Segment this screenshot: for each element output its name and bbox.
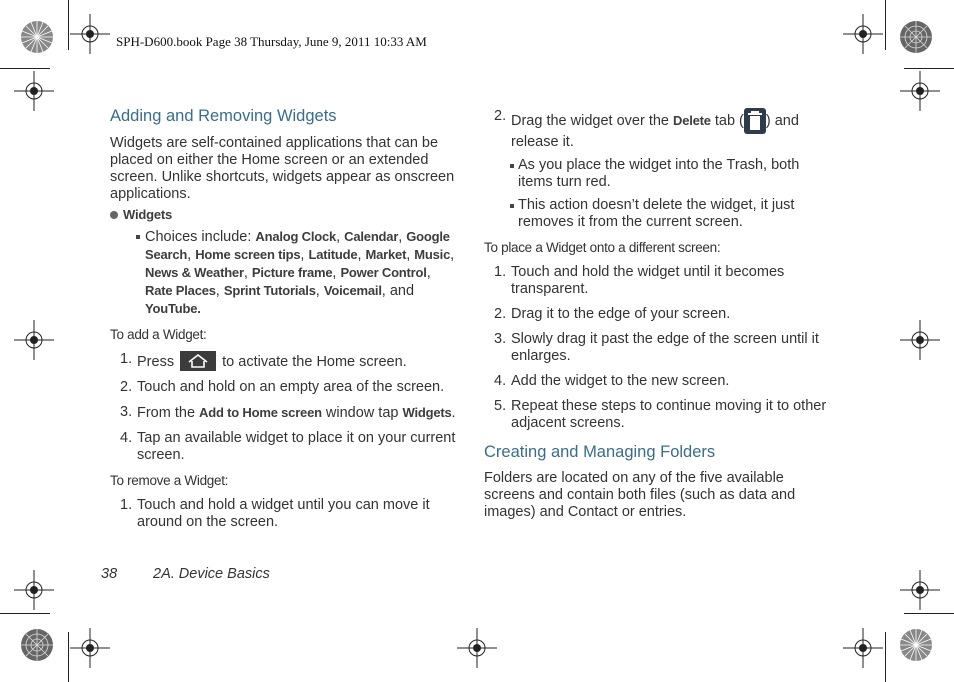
section-heading: Adding and Removing Widgets <box>110 107 337 125</box>
left-column <box>110 106 460 531</box>
registration-mark <box>843 14 883 54</box>
separator: , <box>357 247 366 263</box>
registration-mark <box>900 570 940 610</box>
step-bold-text: Add to Home screen <box>199 405 322 420</box>
separator: , <box>187 247 196 263</box>
choice: Google Search <box>145 229 450 262</box>
choices-item <box>110 228 460 318</box>
square-bullet-icon <box>510 164 514 168</box>
registration-mark <box>457 628 497 668</box>
step-text: Touch and hold a widget until you can move it around on the screen. <box>137 497 430 530</box>
starburst-mark <box>899 628 933 662</box>
step-item <box>110 430 460 464</box>
choice: Rate Places <box>145 283 216 298</box>
registration-mark <box>900 71 940 111</box>
step-text: Add the widget to the new screen. <box>511 373 730 389</box>
step-number: 1. <box>494 264 507 280</box>
step-item <box>110 379 460 396</box>
section-heading: Creating and Managing Folders <box>484 443 716 461</box>
step-number: 5. <box>494 398 507 414</box>
bullet-label: Widgets <box>123 207 173 222</box>
choice: Music <box>414 247 451 262</box>
choice: YouTube <box>145 301 198 316</box>
choice: Analog Clock <box>255 229 337 244</box>
step-number: 2. <box>494 108 507 124</box>
crop-mark <box>885 632 886 682</box>
step-item <box>484 331 836 365</box>
step-item <box>110 351 460 371</box>
step-text: Slowly drag it past the edge of the screen until it enlarges. <box>511 331 819 364</box>
crop-mark <box>904 68 954 69</box>
step-number: 4. <box>120 430 133 446</box>
choice: Picture frame <box>251 265 333 280</box>
step-text: to activate the Home screen. <box>222 354 407 370</box>
registration-mark <box>70 14 110 54</box>
crop-mark <box>68 0 69 50</box>
trash-icon <box>744 108 766 134</box>
subhead-add-widget: To add a Widget: <box>110 327 207 342</box>
step-text: ) and release it. <box>511 113 799 150</box>
step-text: window tap <box>321 405 403 421</box>
choice: Voicemail <box>323 283 382 298</box>
crop-mark <box>904 613 954 614</box>
step-text: Repeat these steps to continue moving it to other adjacent screens. <box>511 398 827 431</box>
step-text: . <box>451 405 456 421</box>
subhead-remove-widget: To remove a Widget: <box>110 473 229 488</box>
choice: Power Control <box>340 265 427 280</box>
step-text: Drag it to the edge of your screen. <box>511 306 731 322</box>
step-item <box>484 306 836 323</box>
footer-section: 2A. Device Basics <box>153 566 270 582</box>
step-bold-text: Widgets <box>402 405 452 420</box>
separator: , <box>300 247 309 263</box>
separator: , <box>398 229 407 245</box>
crop-mark <box>885 0 886 50</box>
step-item <box>484 373 836 390</box>
home-icon <box>180 351 216 371</box>
separator: , <box>215 283 224 299</box>
subhead-place-widget: To place a Widget onto a different screen: <box>484 240 721 255</box>
separator: , <box>450 247 455 263</box>
step-item <box>484 264 836 298</box>
crop-mark <box>0 613 50 614</box>
step-number: 2. <box>120 379 133 395</box>
step-number: 1. <box>120 497 133 513</box>
registration-mark <box>14 570 54 610</box>
separator: , <box>426 265 431 281</box>
choice: Sprint Tutorials <box>223 283 316 298</box>
step-number: 3. <box>494 331 507 347</box>
choice: Calendar <box>344 229 399 244</box>
step-text: Touch and hold the widget until it becomes transparent. <box>511 264 785 297</box>
intro-paragraph: Widgets are self-contained applications that can be placed on either the Home screen or an extended screen. Unlike shortcuts, widgets appear as onscreen applications. <box>110 135 455 202</box>
place-steps-list <box>484 264 836 432</box>
step-number: 2. <box>494 306 507 322</box>
separator: . <box>197 301 201 316</box>
step-text: Touch and hold on an empty area of the screen. <box>137 379 445 395</box>
step-bold-text: Delete <box>673 113 711 128</box>
registration-mark <box>14 71 54 111</box>
print-slug: SPH-D600.book Page 38 Thursday, June 9, 2011 10:33 AM <box>116 34 427 49</box>
separator: , and <box>381 283 415 299</box>
separator: , <box>406 247 415 263</box>
step-item <box>484 398 836 432</box>
starburst-mark <box>20 20 54 54</box>
bullet-dot-icon <box>110 211 118 219</box>
bullet-item <box>110 206 460 224</box>
page-number: 38 <box>101 566 118 582</box>
registration-mark <box>900 320 940 360</box>
sub-bullet-item <box>484 157 836 191</box>
step-number: 1. <box>120 351 133 367</box>
step-number: 3. <box>120 404 133 420</box>
step-text: From the <box>137 405 200 421</box>
registration-mark <box>14 320 54 360</box>
step-item <box>484 106 836 151</box>
starburst-mark <box>20 628 54 662</box>
square-bullet-icon <box>510 204 514 208</box>
sub-bullet-text: This action doesn’t delete the widget, it just removes it from the current screen. <box>518 197 795 230</box>
step-text: Press <box>137 354 175 370</box>
folders-paragraph: Folders are located on any of the five available screens and contain both files (such as data and images) and Contact or entries. <box>484 470 796 520</box>
separator: , <box>332 265 341 281</box>
choice: Home screen tips <box>195 247 301 262</box>
separator: , <box>336 229 345 245</box>
choice: News & Weather <box>145 265 244 280</box>
registration-mark <box>70 628 110 668</box>
square-bullet-icon <box>136 235 140 239</box>
choice: Latitude <box>308 247 358 262</box>
crop-mark <box>0 68 50 69</box>
sub-bullet-item <box>484 197 836 231</box>
step-text: Tap an available widget to place it on your current screen. <box>137 430 456 463</box>
step-item <box>110 497 460 531</box>
separator: , <box>315 283 324 299</box>
right-column <box>484 106 836 521</box>
step-item <box>110 404 460 422</box>
choice: Market <box>365 247 407 262</box>
starburst-mark <box>899 20 933 54</box>
sub-bullet-text: As you place the widget into the Trash, both items turn red. <box>518 157 800 190</box>
step-text: Drag the widget over the <box>511 113 674 129</box>
registration-mark <box>843 628 883 668</box>
choices-prefix: Choices include: <box>145 229 256 245</box>
step-text: tab ( <box>710 113 744 129</box>
crop-mark <box>68 632 69 682</box>
step-number: 4. <box>494 373 507 389</box>
separator: , <box>243 265 252 281</box>
